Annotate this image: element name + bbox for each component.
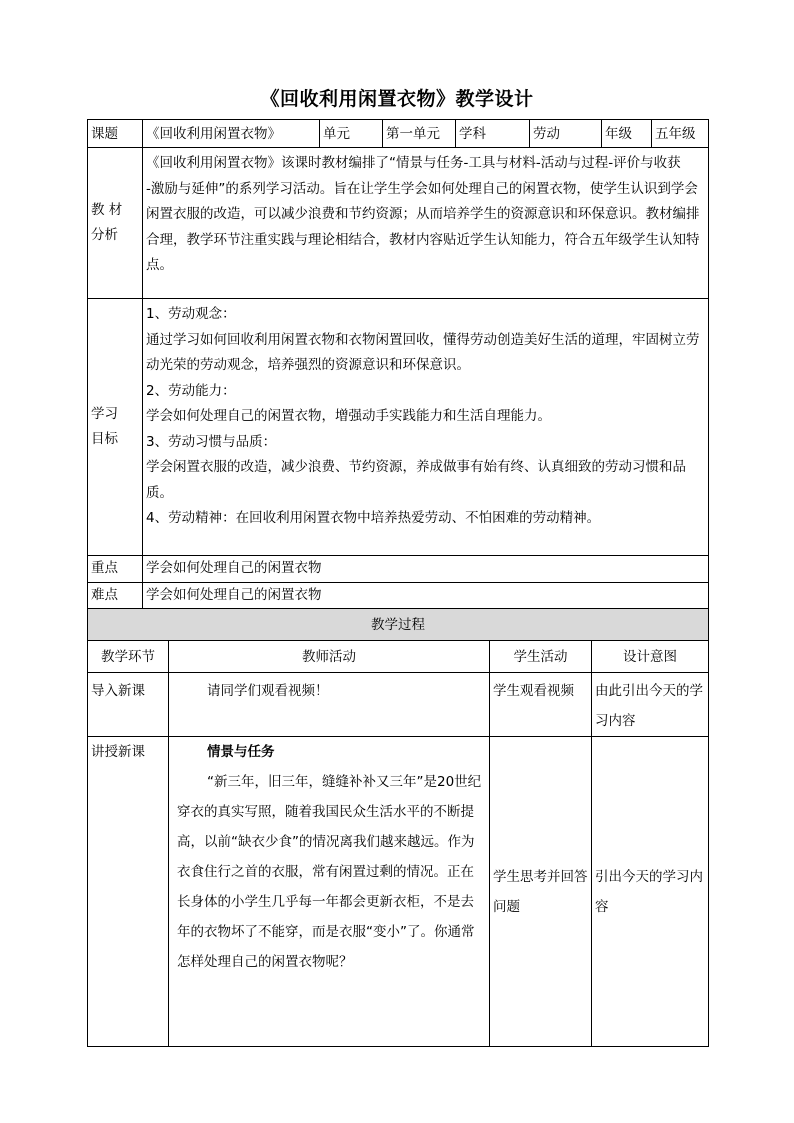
process-table (87, 608, 709, 1047)
analysis-line: 《回收利用闲置衣物》该课时教材编排了“情景与任务-工具与材料-活动与过程-评价与收获 (146, 155, 681, 171)
course-label: 课题 (88, 120, 143, 148)
analysis-line: -激励与延伸”的系列学习活动。旨在让学生学会如何处理自己的闲置衣物，使学生认识到学会闲置衣服的改造，可以减少浪费和节约资源；从而培养学生的资源意识和环保意识。教材编排合理，教学环节注重实践与理论相结合，教材内容贴近学生认知能力，符合五年级学生认知特点。 (146, 180, 700, 273)
stage-cell: 导入新课 (88, 673, 169, 737)
difficulty-value: 学会如何处理自己的闲置衣物 (143, 583, 709, 610)
subject-label: 学科 (456, 120, 530, 148)
subject-value: 劳动 (530, 120, 602, 148)
goals-line: 学会如何处理自己的闲置衣物，增强动手实践能力和生活自理能力。 (146, 408, 551, 424)
key-point-row (88, 556, 709, 583)
key-point-value: 学会如何处理自己的闲置衣物 (143, 556, 709, 583)
header-row (88, 120, 709, 148)
goals-label: 学习 目标 (88, 299, 143, 556)
teacher-cell (169, 737, 490, 1047)
unit-value: 第一单元 (383, 120, 456, 148)
column-header-teacher: 教师活动 (169, 641, 490, 673)
analysis-label: 教 材 分析 (88, 148, 143, 299)
difficulty-label: 难点 (88, 583, 143, 610)
grade-value: 五年级 (652, 120, 709, 148)
intent-cell: 引出今天的学习内容 (592, 737, 709, 1047)
process-row-intro (88, 673, 709, 737)
column-header-stage: 教学环节 (88, 641, 169, 673)
column-header-intent: 设计意图 (592, 641, 709, 673)
process-column-headers (88, 641, 709, 673)
goals-line: 学会闲置衣服的改造，减少浪费、节约资源，养成做事有始有终、认真细致的劳动习惯和品质。 (146, 459, 686, 501)
document-title: 《回收利用闲置衣物》教学设计 (260, 88, 534, 110)
stage-cell: 讲授新课 (88, 737, 169, 1047)
grade-label: 年级 (602, 120, 652, 148)
process-row-lecture (88, 737, 709, 1047)
teacher-text: “新三年，旧三年，缝缝补补又三年”是20世纪穿衣的真实写照，随着我国民众生活水平的不断提高，以前“缺衣少食”的情况离我们越来越远。作为衣食住行之首的衣服，常有闲置过剩的情况。正在长身体的小学生几乎每一年都会更新衣柜，不是去年的衣物坏了不能穿，而是衣服“变小”了。你通常怎样处理自己的闲置衣物呢？ (177, 774, 482, 970)
intent-cell: 由此引出今天的学习内容 (592, 673, 709, 737)
analysis-content (143, 148, 709, 299)
teacher-heading: 情景与任务 (207, 744, 275, 760)
info-table (87, 119, 709, 610)
course-value: 《回收利用闲置衣物》 (143, 120, 320, 148)
goals-line: 1、劳动观念： (146, 306, 236, 322)
analysis-row (88, 148, 709, 299)
process-title: 教学过程 (88, 609, 709, 641)
key-point-label: 重点 (88, 556, 143, 583)
goals-content (143, 299, 709, 556)
unit-label: 单元 (320, 120, 383, 148)
student-cell: 学生观看视频 (490, 673, 592, 737)
process-title-row (88, 609, 709, 641)
column-header-student: 学生活动 (490, 641, 592, 673)
teacher-cell: 请同学们观看视频！ (169, 673, 490, 737)
goals-line: 4、劳动精神：在回收利用闲置衣物中培养热爱劳动、不怕困难的劳动精神。 (146, 510, 601, 526)
goals-row (88, 299, 709, 556)
goals-line: 3、劳动习惯与品质： (146, 433, 277, 450)
difficulty-row (88, 583, 709, 610)
student-cell: 学生思考并回答问题 (490, 737, 592, 1047)
goals-line: 通过学习如何回收利用闲置衣物和衣物闲置回收，懂得劳动创造美好生活的道理，牢固树立劳动光荣的劳动观念，培养强烈的资源意识和环保意识。 (146, 331, 700, 373)
goals-line: 2、劳动能力： (146, 382, 236, 399)
